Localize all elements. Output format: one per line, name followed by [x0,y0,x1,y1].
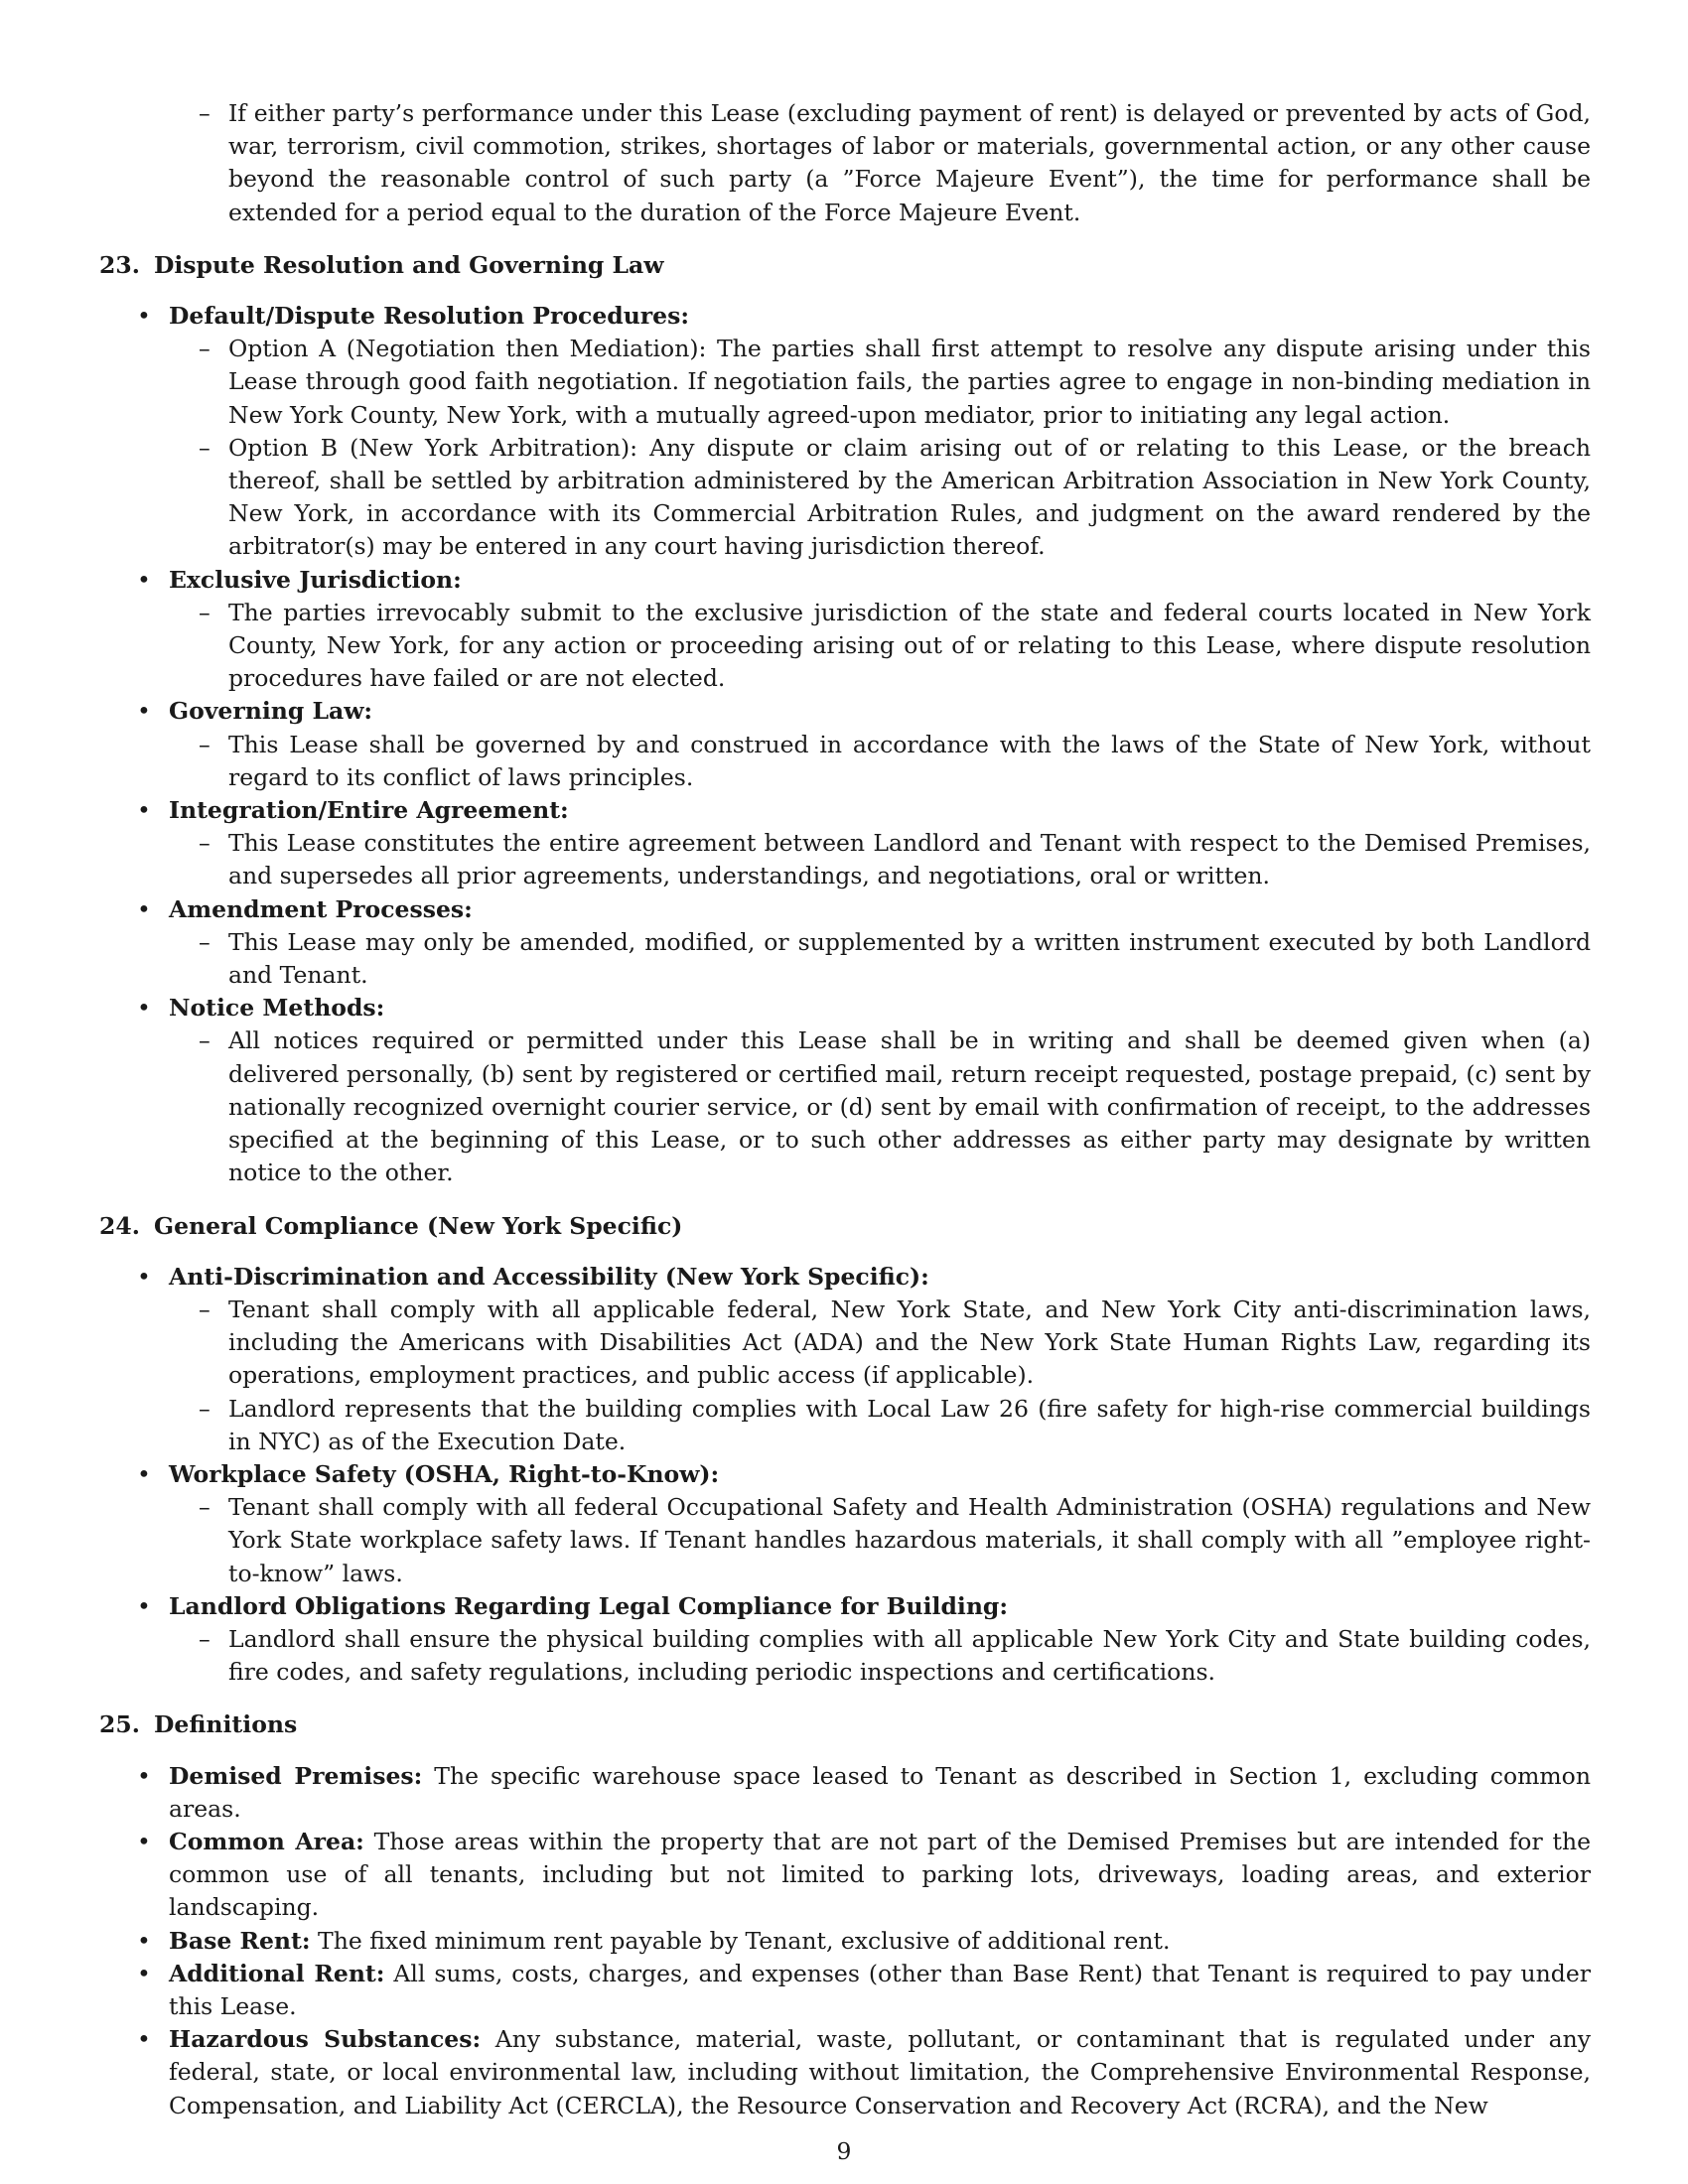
sub-item: – Tenant shall comply with all applicable federal, New York State, and New York City anti-discrimination laws, including the Americans with Disabilities Act (ADA) and the New York State Human Rights Law, regarding its operations, employment practices, and public access (if applicable). [169,1294,1591,1393]
page-content [99,97,1591,2122]
definition-item [99,2023,1591,2122]
item-label: Anti-Discrimination and Accessibility (New York Specific): [169,1262,929,1291]
item-label: Integration/Entire Agreement: [169,796,569,825]
section-23-list [99,300,1591,1189]
section-23-heading [99,249,1591,282]
definition-text: Those areas within the property that are not part of the Demised Premises but are intended for the common use of all tenants, including but not limited to parking lots, driveways, loading areas, and exterior landscaping. [169,1827,1591,1922]
list-item [99,1590,1591,1690]
definition-term: Base Rent: [169,1926,311,1955]
list-item [99,794,1591,893]
list-item [99,1458,1591,1590]
sub-item: – The parties irrevocably submit to the exclusive jurisdiction of the state and federal courts located in New York County, New York, for any action or proceeding arising out of or relating to this Lease, where dispute resolution procedures have failed or are not elected. [169,597,1591,696]
definition-term: Demised Premises: [169,1761,423,1790]
definition-item [99,1925,1591,1958]
section-number: 23. [99,250,140,279]
definition-term: Common Area: [169,1827,364,1855]
definition-text: The fixed minimum rent payable by Tenant, exclusive of additional rent. [318,1926,1171,1955]
definition-term: Additional Rent: [169,1959,385,1987]
sub-item: – This Lease constitutes the entire agreement between Landlord and Tenant with respect to the Demised Premises, and supersedes all prior agreements, understandings, and negotiations, oral or written. [169,827,1591,892]
sub-item: – Landlord shall ensure the physical building complies with all applicable New York City and State building codes, fire codes, and safety regulations, including periodic inspections and certifications. [169,1623,1591,1689]
definition-item [99,1826,1591,1925]
section-25-heading [99,1708,1591,1741]
item-label: Workplace Safety (OSHA, Right-to-Know): [169,1459,720,1488]
definition-text: The specific warehouse space leased to Tenant as described in Section 1, excluding common areas. [169,1761,1591,1823]
list-item [99,300,1591,564]
definition-text: All sums, costs, charges, and expenses (other than Base Rent) that Tenant is required to pay under this Lease. [169,1959,1591,2020]
item-label: Governing Law: [169,697,373,726]
sub-item: – Landlord represents that the building complies with Local Law 26 (fire safety for high-rise commercial buildings in NYC) as of the Execution Date. [169,1393,1591,1458]
force-majeure-clause: – If either party’s performance under this Lease (excluding payment of rent) is delayed or prevented by acts of God, war, terrorism, civil commotion, strikes, shortages of labor or materials, governmental action, or any other cause beyond the reasonable control of such party (a ”Force Majeure Event”), the time for performance shall be extended for a period equal to the duration of the Force Majeure Event. [99,97,1591,229]
item-label: Default/Dispute Resolution Procedures: [169,302,690,331]
sub-item: – This Lease shall be governed by and construed in accordance with the laws of the State of New York, without regard to its conflict of laws principles. [169,729,1591,794]
list-item [99,564,1591,696]
section-title: Dispute Resolution and Governing Law [154,250,664,279]
definition-item [99,1760,1591,1826]
definition-term: Hazardous Substances: [169,2025,482,2054]
section-title: General Compliance (New York Specific) [154,1211,683,1240]
list-item [99,893,1591,993]
sub-item: – Option B (New York Arbitration): Any dispute or claim arising out of or relating to this Lease, or the breach thereof, shall be settled by arbitration administered by the American Arbitration Association in New York County, New York, in accordance with its Commercial Arbitration Rules, and judgment on the award rendered by the arbitrator(s) may be entered in any court having jurisdiction thereof. [169,432,1591,564]
item-label: Notice Methods: [169,994,385,1023]
section-number: 25. [99,1710,140,1739]
page-number: 9 [836,2137,852,2165]
item-label: Exclusive Jurisdiction: [169,565,462,594]
item-label: Amendment Processes: [169,894,473,923]
section-number: 24. [99,1211,140,1240]
item-label: Landlord Obligations Regarding Legal Compliance for Building: [169,1591,1009,1620]
section-24-list [99,1261,1591,1690]
force-majeure-list [99,97,1591,229]
list-item [99,1261,1591,1458]
list-item [99,695,1591,794]
sub-item: – Tenant shall comply with all federal Occupational Safety and Health Administration (OSHA) regulations and New York State workplace safety laws. If Tenant handles hazardous materials, it shall comply with all ”employee right-to-know” laws. [169,1491,1591,1590]
definition-item [99,1958,1591,2023]
definitions-list [99,1760,1591,2122]
section-24-heading [99,1210,1591,1243]
list-item [99,992,1591,1189]
definition-text: Any substance, material, waste, pollutant, or contaminant that is regulated under any federal, state, or local environmental law, including without limitation, the Comprehensive Environmental Response, Compensation, and Liability Act (CERCLA), the Resource Conservation and Recovery Act (RCRA), and the New [169,2025,1591,2119]
section-title: Definitions [154,1710,298,1739]
sub-item: – Option A (Negotiation then Mediation): The parties shall first attempt to resolve any dispute arising under this Lease through good faith negotiation. If negotiation fails, the parties agree to engage in non-binding mediation in New York County, New York, with a mutually agreed-upon mediator, prior to initiating any legal action. [169,333,1591,432]
sub-item: – All notices required or permitted under this Lease shall be in writing and shall be deemed given when (a) delivered personally, (b) sent by registered or certified mail, return receipt requested, postage prepaid, (c) sent by nationally recognized overnight courier service, or (d) sent by email with confirmation of receipt, to the addresses specified at the beginning of this Lease, or to such other addresses as either party may designate by written notice to the other. [169,1024,1591,1189]
sub-item: – This Lease may only be amended, modified, or supplemented by a written instrument executed by both Landlord and Tenant. [169,926,1591,992]
